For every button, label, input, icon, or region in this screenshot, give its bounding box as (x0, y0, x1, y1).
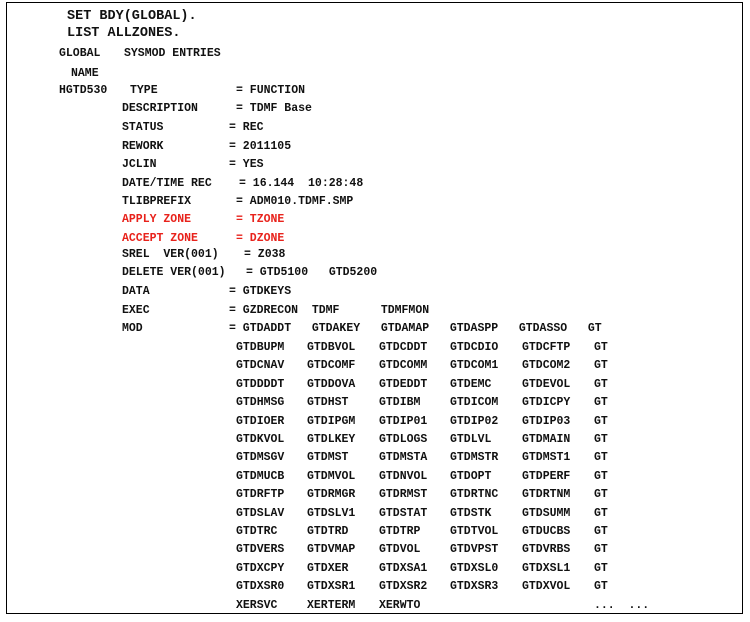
mod-entry: GTDKVOL (236, 433, 285, 446)
mod-entry: XERSVC (236, 598, 278, 612)
mod-entry: GTDIOER (236, 414, 285, 428)
mod-entry: GT (594, 488, 608, 502)
entry-value-status: = REC (229, 121, 264, 134)
sysmod-name: HGTD530 (59, 84, 108, 97)
mod-entry: GTDTRD (307, 525, 349, 538)
mod-entry: GTDXSR2 (379, 580, 428, 594)
mod-entry: GTDICOM (450, 396, 499, 410)
mod-entry: GTDSLV1 (307, 506, 356, 520)
header-sysmod-entries: SYSMOD ENTRIES (124, 47, 221, 60)
mod-entry: GTDLVL (450, 433, 492, 446)
mod-entry: GTDOPT (450, 469, 492, 483)
mod-entry: GTDVPST (450, 543, 499, 557)
mod-row (236, 396, 656, 410)
mod-row (236, 433, 656, 447)
mod-entry: GT (594, 377, 608, 391)
mod-entry: GTDIPGM (307, 414, 356, 428)
entry-key-exec: EXEC (122, 304, 150, 317)
entry-key-data: DATA (122, 285, 150, 298)
mod-entry: GT (594, 451, 608, 465)
mod-entry: GTDSLAV (236, 506, 285, 520)
mod-entry: GTDIP03 (522, 414, 571, 428)
mod-entry: GTDMST (307, 451, 349, 465)
mod-row (236, 599, 656, 613)
mod-entry: GTDBVOL (307, 341, 356, 354)
mod-entry: GTDSTAT (379, 506, 428, 520)
mod-row (236, 580, 656, 594)
entry-value-description: = TDMF Base (236, 102, 312, 115)
command-set-bdy: SET BDY(GLOBAL). (67, 9, 197, 24)
entry-key-rework: REWORK (122, 140, 164, 153)
mod-entry: GTDMST1 (522, 451, 571, 465)
mod-entry: GTDHST (307, 396, 349, 410)
mod-entry: GTDMSTA (379, 451, 428, 465)
mod-entry: GT (594, 543, 608, 557)
entry-value-datetime: = 16.144 10:28:48 (239, 177, 364, 190)
command-list-allzones: LIST ALLZONES. (67, 26, 181, 41)
mod-entry: GTDRTNC (450, 488, 499, 502)
mod-entry: GTDCOM1 (450, 359, 499, 373)
mod-entry: GTDCDIO (450, 341, 499, 354)
entry-key-type: TYPE (130, 84, 158, 97)
entry-value-mod: = GTDADDT GTDAKEY GTDAMAP GTDASPP GTDASSO GT (229, 322, 602, 335)
mod-entry: GTDUCBS (522, 525, 571, 538)
mod-entry: GTDPERF (522, 469, 571, 483)
mod-entry: GT (594, 433, 608, 446)
entry-key-delete: DELETE VER(001) (122, 266, 226, 279)
mod-row (236, 488, 656, 502)
mod-entry: GTDCDDT (379, 341, 428, 354)
mod-entry: GTDCOM2 (522, 359, 571, 373)
entry-value-data: = GTDKEYS (229, 285, 292, 298)
mod-entry: GTDXCPY (236, 561, 285, 575)
entry-value-exec: = GZDRECON TDMF TDMFMON (229, 304, 430, 317)
entry-value-tlibprefix: = ADM010.TDMF.SMP (236, 195, 354, 208)
mod-entry: GTDMSTR (450, 451, 499, 465)
mod-entry: XERWTO (379, 598, 421, 612)
mod-entry: GTDDOVA (307, 377, 356, 391)
mod-entry: GT (594, 396, 608, 410)
mod-entry: GTDTRP (379, 525, 421, 538)
mod-entry: GTDEDDT (379, 377, 428, 391)
mod-entry: GT (594, 341, 608, 354)
mod-entry: GT (594, 561, 608, 575)
mod-entry: GT (594, 414, 608, 428)
mod-entry: GTDXSR0 (236, 580, 285, 594)
entry-key-mod: MOD (122, 322, 143, 335)
entry-value-srel: = Z038 (244, 248, 286, 261)
mod-row (236, 470, 656, 484)
mod-entry: GTDRTNM (522, 488, 571, 502)
mod-entry: GTDCOMM (379, 359, 428, 373)
entry-key-accept-zone: ACCEPT ZONE (122, 232, 198, 245)
mod-entry: GTDTVOL (450, 525, 499, 538)
mod-entry: GTDVERS (236, 543, 285, 557)
mod-entry: GTDDDDT (236, 377, 285, 391)
mod-row (236, 507, 656, 521)
mod-entry: GTDLKEY (307, 433, 356, 446)
mod-row (236, 359, 656, 373)
entry-value-rework: = 2011105 (229, 140, 292, 153)
mod-entry: GTDSUMM (522, 506, 571, 520)
mod-entry: GTDMAIN (522, 433, 571, 446)
mod-entry: GTDXSA1 (379, 561, 428, 575)
mod-entry: GT (594, 580, 608, 594)
mod-entry: GTDBUPM (236, 341, 285, 354)
mod-entry: GTDMSGV (236, 451, 285, 465)
entry-value-accept-zone: = DZONE (236, 232, 285, 245)
mod-row (236, 525, 656, 539)
mod-entry: GT (594, 469, 608, 483)
mod-entry: GTDICPY (522, 396, 571, 410)
entry-key-datetime: DATE/TIME REC (122, 177, 212, 190)
mod-entry: GTDIBM (379, 396, 421, 410)
mod-entry: GTDMVOL (307, 469, 356, 483)
mod-row (236, 543, 656, 557)
mod-entry: GTDMUCB (236, 469, 285, 483)
mod-entry: GTDVRBS (522, 543, 571, 557)
entry-key-jclin: JCLIN (122, 158, 157, 171)
entry-value-type: = FUNCTION (236, 84, 306, 97)
mod-entry: GTDCOMF (307, 359, 356, 373)
mod-entry: ... ... (594, 598, 650, 612)
mod-entry: GTDXVOL (522, 580, 571, 594)
mod-row (236, 562, 656, 576)
mod-entry: GTDHMSG (236, 396, 285, 410)
entry-value-delete: = GTD5100 GTD5200 (246, 266, 378, 279)
mod-entry: GTDLOGS (379, 433, 428, 446)
mod-entry: GTDSTK (450, 506, 492, 520)
mod-entry: GTDXER (307, 561, 349, 575)
mod-entry: GTDIP01 (379, 414, 428, 428)
entry-key-apply-zone: APPLY ZONE (122, 213, 192, 226)
mod-row (236, 415, 656, 429)
mod-entry: GTDRFTP (236, 488, 285, 502)
mod-entry: GTDTRC (236, 525, 278, 538)
entry-value-jclin: = YES (229, 158, 264, 171)
mod-entry: GTDXSR3 (450, 580, 499, 594)
mod-entry: GTDXSL1 (522, 561, 571, 575)
mod-entry: GTDRMST (379, 488, 428, 502)
mod-entry: GTDEVOL (522, 377, 571, 391)
mod-entry: GT (594, 359, 608, 373)
mod-entry: GTDEMC (450, 377, 492, 391)
mod-entry: XERTERM (307, 598, 356, 612)
mod-entry: GTDCFTP (522, 341, 571, 354)
entry-key-description: DESCRIPTION (122, 102, 198, 115)
mod-entry: GTDXSL0 (450, 561, 499, 575)
header-name: NAME (71, 67, 99, 80)
mod-entry: GTDXSR1 (307, 580, 356, 594)
header-global: GLOBAL (59, 47, 101, 60)
mod-row (236, 341, 656, 355)
mod-entry: GT (594, 506, 608, 520)
mod-entry: GT (594, 525, 608, 538)
entry-value-apply-zone: = TZONE (236, 213, 285, 226)
entry-key-status: STATUS (122, 121, 164, 134)
mod-entry: GTDCNAV (236, 359, 285, 373)
mod-row (236, 378, 656, 392)
mod-row (236, 451, 656, 465)
mod-entry: GTDRMGR (307, 488, 356, 502)
mod-entry: GTDVOL (379, 543, 421, 557)
mod-entry: GTDVMAP (307, 543, 356, 557)
mod-entry: GTDIP02 (450, 414, 499, 428)
entry-key-tlibprefix: TLIBPREFIX (122, 195, 192, 208)
mod-entry: GTDNVOL (379, 469, 428, 483)
entry-key-srel: SREL VER(001) (122, 248, 219, 261)
